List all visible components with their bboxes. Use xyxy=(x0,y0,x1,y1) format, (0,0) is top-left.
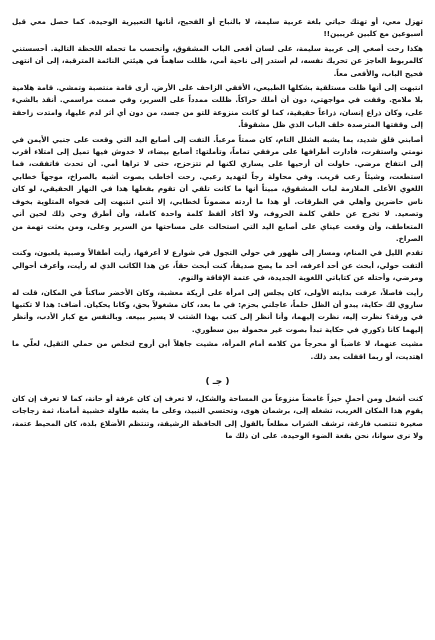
document-page xyxy=(12,16,423,628)
paragraph-3: انتبهت إلى أنها ظلت مستلقية بشكلها الطبيعي، الأفقي الزاحف على الأرض. أرى قامة منتصبة وتمشي. قامة هلامية بلا ملامح. وقفت في مواجهتي، دون أن أملك حراكاً. ظللت ممدداً على السرير، وفي صمت مراسمي. أنقذ بالشيء على، وكان ذراع إنسان، ذراعاً حقيقية، كما لو كانت منزوعة للتو من جسد، من دون أي أثر لدم عليها، وامتدت زاحفة إلى وقفتها المترصدة خلف الباب الذي ظل مشقوقاً. xyxy=(12,83,423,130)
section-gap xyxy=(12,365,423,371)
paragraph-6: رأيت فاصلاً، عرفت بدايته الأولى، كان يجلس إلى امرأة على أريكة معشبة، وكان الأخضر ساكناً في المكان، قلت له ساروي لك حكاية، يبدو أن الظل حلماً، عاجلني بحزم: في ما بعد، كان مشغولاً بحق، وكانا يحكيان. أضاف: هذا لا تكتبها في ورقة؟ نظرت إليه، نظرت إليهما، وأنا أنظر إلى كتب بهذا الشتب لا يسير ببيعه. وبالنفس مع كبار الأدب، وأنظر إليهما كانا ذكوري في حكاية تبدأ بصوت غير محمولة بين سطوري. xyxy=(12,287,423,334)
paragraph-2: هكذا رحت أصغي إلى عربية سليمة، على لسان أفعى الباب المشقوق، وأتحسب ما تحمله اللحظة التالية. أحسستني كالمربوط العاجز عن تحريك نفسه، لم أستدر إلى ناحية أمي، ظللت ساهماً في هيئتي النائمة المترقبة، إلى أن انتهى فحيح الباب، والأفعى معاً. xyxy=(12,43,423,78)
paragraph-1: تهزل معي، أو تهتك حياتي بلغة عربية سليمة، لا بالنباح أو الفحيح، أنانها التعبيرية الوحيدة. كما حصل معي قبل أسبوعين مع كلبين غريبين!! xyxy=(12,17,423,39)
paragraph-7: مشيت عنهما، لا غاضباً أو محرجاً من كلامه أمام المرأة، مشيت جاهلاً أين أروح لتخلص من حملي الثقيل، لعلّي ما اهتديت، أو ربما اقفلت بعد ذلك. xyxy=(12,339,423,361)
section-heading: ( جـ ) xyxy=(205,376,230,387)
paragraph-5: تقدم الليل في المنام، ومسار إلى ظهور في حولي التجول في شوارع لا أعرفها، رأيت أطفالاً وصبية يلعبون، وكنت ألتفت حولي، أبحث عن أحد أعرفه، أحد ما يصح صديقاً، كنت أبحث حقاً، عن هذا الكاتب الذي له رأيت، وأعرف أحوالي ومرضي، وأحتله عن كتاباتي اللغوية الجديدة، في عتمة الإفاقة والنوم. xyxy=(12,248,423,283)
paragraph-4: أصابني قلق شديد، بما يشبه الشلل التام، كان صمتاً مرعباً. التفت إلى أصابع اليد التي وقعت على جنبي الأيمن في نومتي واستقرت، فأدارت أطرافها على مرفقي تماماً، وتأملتها: أصابع بيضاء، لا خدوش فيها تميل إلى امتلاء أقرب إلى انتفاخ مرضي. حاولت أن أزحيها على يساري لكنها لم تتزحزح، حتى لا تراها أمي. أن تحدث فاتفقت، فما استطعت، وشيئاً رعب قريب. وفي محاولة رجاً لتهديد رعبي. رحت أخاطب بصوت أشبه بالصراخ، موجهاً خطابي اللغوي الأعلى الملازمة لباب المشقوق، مبيناً أنها ما كانت تلقي أن تقوم بفعلها هذا في النهار الحقيقي، لو كان ناس حاضرين وأهلي في الطرقات. أو هذا ما أردته مضموناً لخطابي، إلا أنني انتبهت إلى فحواه المتلوية بخوف وتصعيد. لا تخرج عن حلقي كلمة الحروف، ولا أكاد ألفظ كلمة واحدة كاملة، وأن أطرق وحي ذلك لحين أني المتعاطف، وأن وقعت عيناي على أصابع اليد التي استحالت على مساحتها من السرير وعلى، ومن بعثت تهمة من الصراخ. xyxy=(12,134,423,243)
paragraph-8: كنت أشغل ومن أحملٍ حيزاً غامضاً منزوعاً من المساحة والشكل، لا تعرف إن كان غرفة أو حانة، كما لا تعرف إن كان يقوم هذا المكان الغريب، تشغله إلى، برشمان هوى، وتحتسي النبيذ، وعلى ما يشبه طاولة خشبية أمامنا، ثمة زجاجات صغيرة تنتصب فارغة، ترشف الشراب مطلعاً بالقول إلى الحافظة الرشيقة، وتنتظم الأضلاع بلذة، كان المحيط عتمة، ولا نرى سوانا، نحن بقعة الضوء الوحيدة. على ان ذلك ما xyxy=(12,393,423,441)
